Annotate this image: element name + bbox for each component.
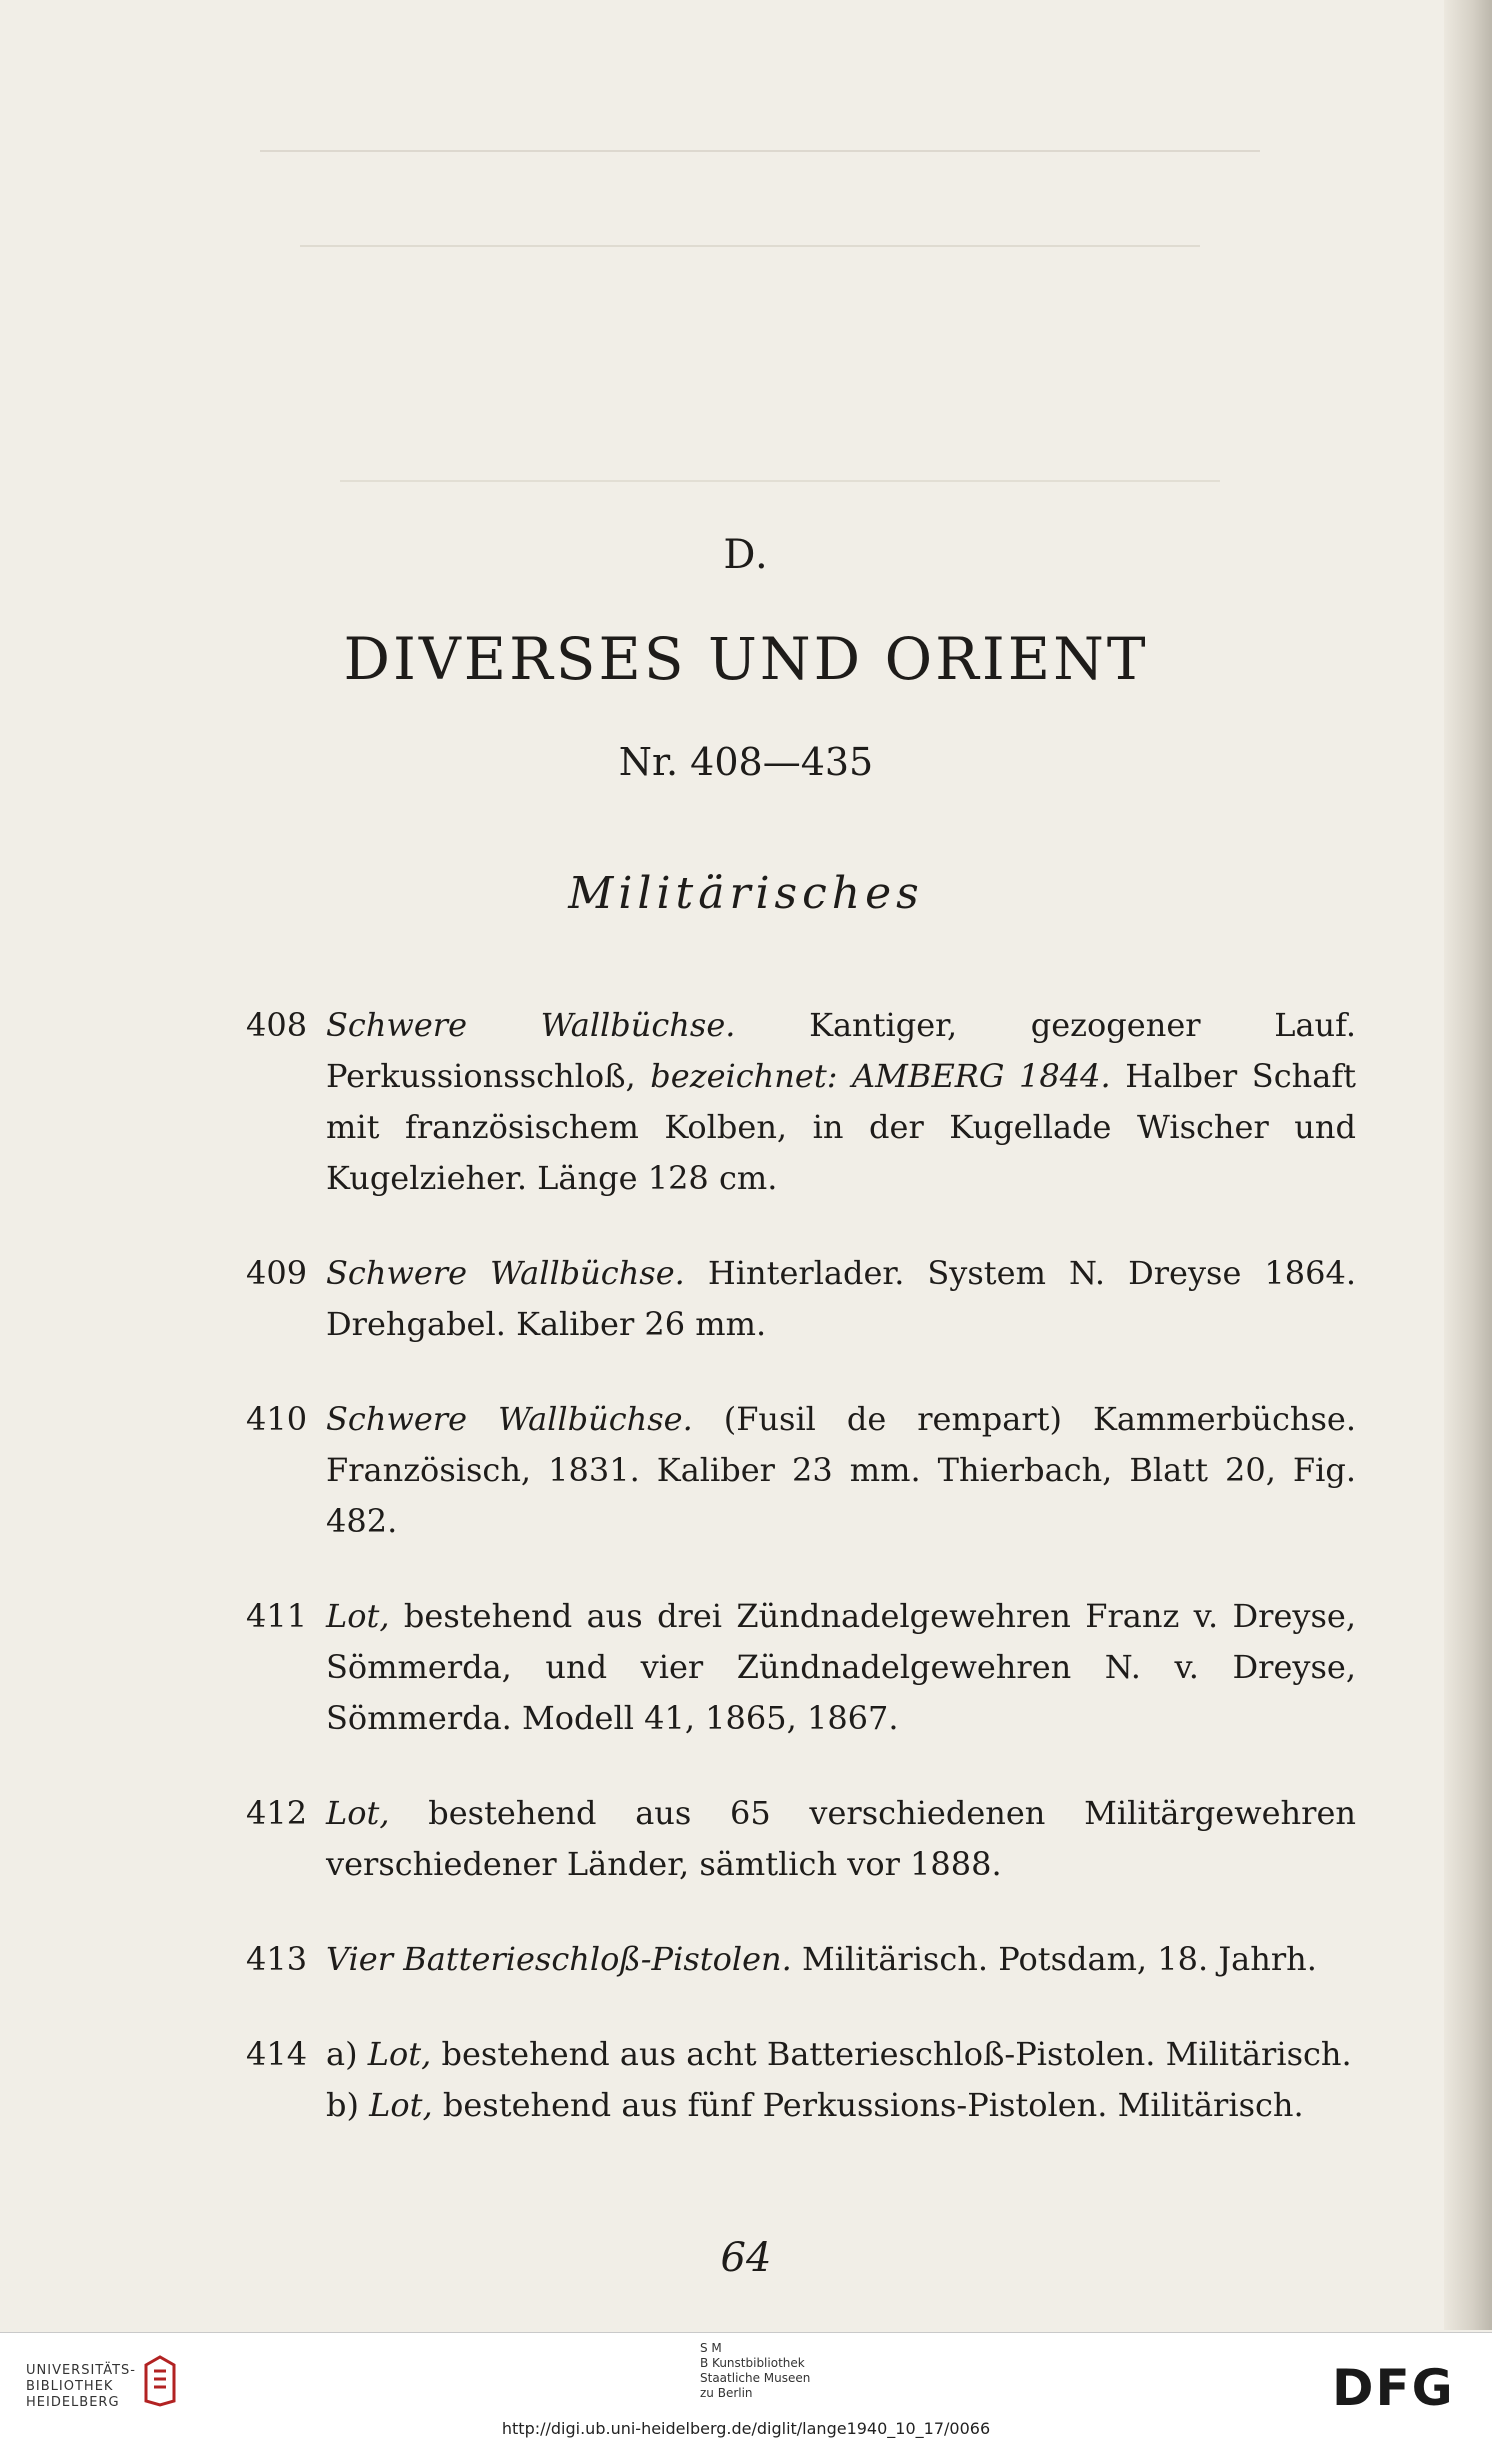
entry-marking: bezeichnet: AMBERG 1844.	[650, 1057, 1111, 1095]
entry-text: Hinterlader. System N. Dreyse 1864. Drehgabel. Kaliber 26 mm.	[326, 1254, 1357, 1343]
catalog-entry	[246, 1248, 1356, 1350]
entry-name: Lot,	[326, 1597, 390, 1635]
entry-number: 412	[246, 1794, 308, 1832]
entry-body	[326, 1394, 1356, 1547]
entry-body	[326, 2029, 1356, 2131]
entry-subitem-a	[326, 2029, 1356, 2080]
entry-body	[326, 1934, 1356, 1985]
catalog-entry	[246, 1934, 1356, 1985]
entry-number: 414	[246, 2035, 308, 2073]
entry-name: Schwere Wallbüchse.	[326, 1006, 736, 1044]
entry-text: (Fusil de rempart) Kammerbüchse. Französisch, 1831. Kaliber 23 mm. Thierbach, Blatt 20, Fig. 482.	[326, 1400, 1357, 1540]
entry-number: 409	[246, 1254, 308, 1292]
smb-logo[interactable]	[700, 2341, 810, 2401]
library-emblem-icon	[140, 2355, 180, 2407]
entry-text: Halber Schaft mit französischem Kolben, in der Kugellade Wischer und Kugelzieher. Länge 128 cm.	[326, 1057, 1357, 1197]
entry-number: 408	[246, 1006, 308, 1044]
show-through-line	[340, 480, 1220, 486]
entry-name: Lot,	[326, 1794, 390, 1832]
university-library-logo[interactable]	[26, 2363, 136, 2411]
entry-body	[326, 1788, 1356, 1890]
entry-number: 413	[246, 1940, 308, 1978]
entry-name: Vier Batterieschloß-Pistolen.	[326, 1940, 792, 1978]
catalog-entry	[246, 1394, 1356, 1547]
entry-text: bestehend aus fünf Perkussions-Pistolen. Militärisch.	[432, 2086, 1304, 2124]
catalog-entries	[246, 1000, 1356, 2131]
entry-body	[326, 1591, 1356, 1744]
entry-text: bestehend aus drei Zündnadelgewehren Franz v. Dreyse, Sömmerda, und vier Zündnadelgewehren N. v. Dreyse, Sömmerda. Modell 41, 1865, 1867.	[326, 1597, 1356, 1737]
entry-text: Militärisch. Potsdam, 18. Jahrh.	[791, 1940, 1317, 1978]
entry-name: Schwere Wallbüchse.	[326, 1400, 693, 1438]
entry-text: bestehend aus 65 verschiedenen Militärgewehren verschiedener Länder, sämtlich vor 1888.	[326, 1794, 1356, 1883]
catalog-entry	[246, 1788, 1356, 1890]
entry-subitem-b	[326, 2080, 1356, 2131]
section-letter: D.	[723, 532, 769, 578]
logo-text-line: B Kunstbibliothek	[700, 2356, 805, 2370]
permalink-url[interactable]: http://digi.ub.uni-heidelberg.de/diglit/lange1940_10_17/0066	[501, 2419, 991, 2438]
entry-name: Lot,	[369, 2086, 433, 2124]
section-title: DIVERSES UND ORIENT	[343, 625, 1149, 693]
show-through-line	[260, 150, 1260, 156]
logo-text-line: UNIVERSITÄTS-	[26, 2363, 136, 2378]
dfg-logo[interactable]: DFG	[1332, 2359, 1455, 2417]
catalog-entry	[246, 2029, 1356, 2131]
logo-text-line: S M	[700, 2341, 722, 2355]
subheading: Militärisches	[568, 868, 924, 919]
subitem-label: a)	[326, 2035, 358, 2073]
entry-text: Kantiger, gezogener Lauf. Perkussionsschloß,	[326, 1006, 1357, 1095]
entry-number: 411	[246, 1597, 308, 1635]
logo-text-line: BIBLIOTHEK	[26, 2379, 114, 2394]
entry-number: 410	[246, 1400, 308, 1438]
logo-text-line: Staatliche Museen	[700, 2371, 811, 2385]
section-range: Nr. 408—435	[618, 740, 874, 784]
entry-body	[326, 1000, 1356, 1204]
page-number: 64	[720, 2235, 772, 2281]
viewer-footer	[0, 2332, 1492, 2440]
entry-name: Lot,	[367, 2035, 432, 2073]
subitem-label: b)	[326, 2086, 359, 2124]
entry-text: bestehend aus acht Batterieschloß-Pistolen. Militärisch.	[431, 2035, 1352, 2073]
show-through-line	[300, 245, 1200, 251]
entry-body	[326, 1248, 1356, 1350]
catalog-entry	[246, 1000, 1356, 1204]
page-gutter-shadow	[1444, 0, 1492, 2330]
entry-name: Schwere Wallbüchse.	[326, 1254, 685, 1292]
logo-text-line: HEIDELBERG	[26, 2395, 120, 2410]
catalog-entry	[246, 1591, 1356, 1744]
logo-text-line: zu Berlin	[700, 2386, 753, 2400]
